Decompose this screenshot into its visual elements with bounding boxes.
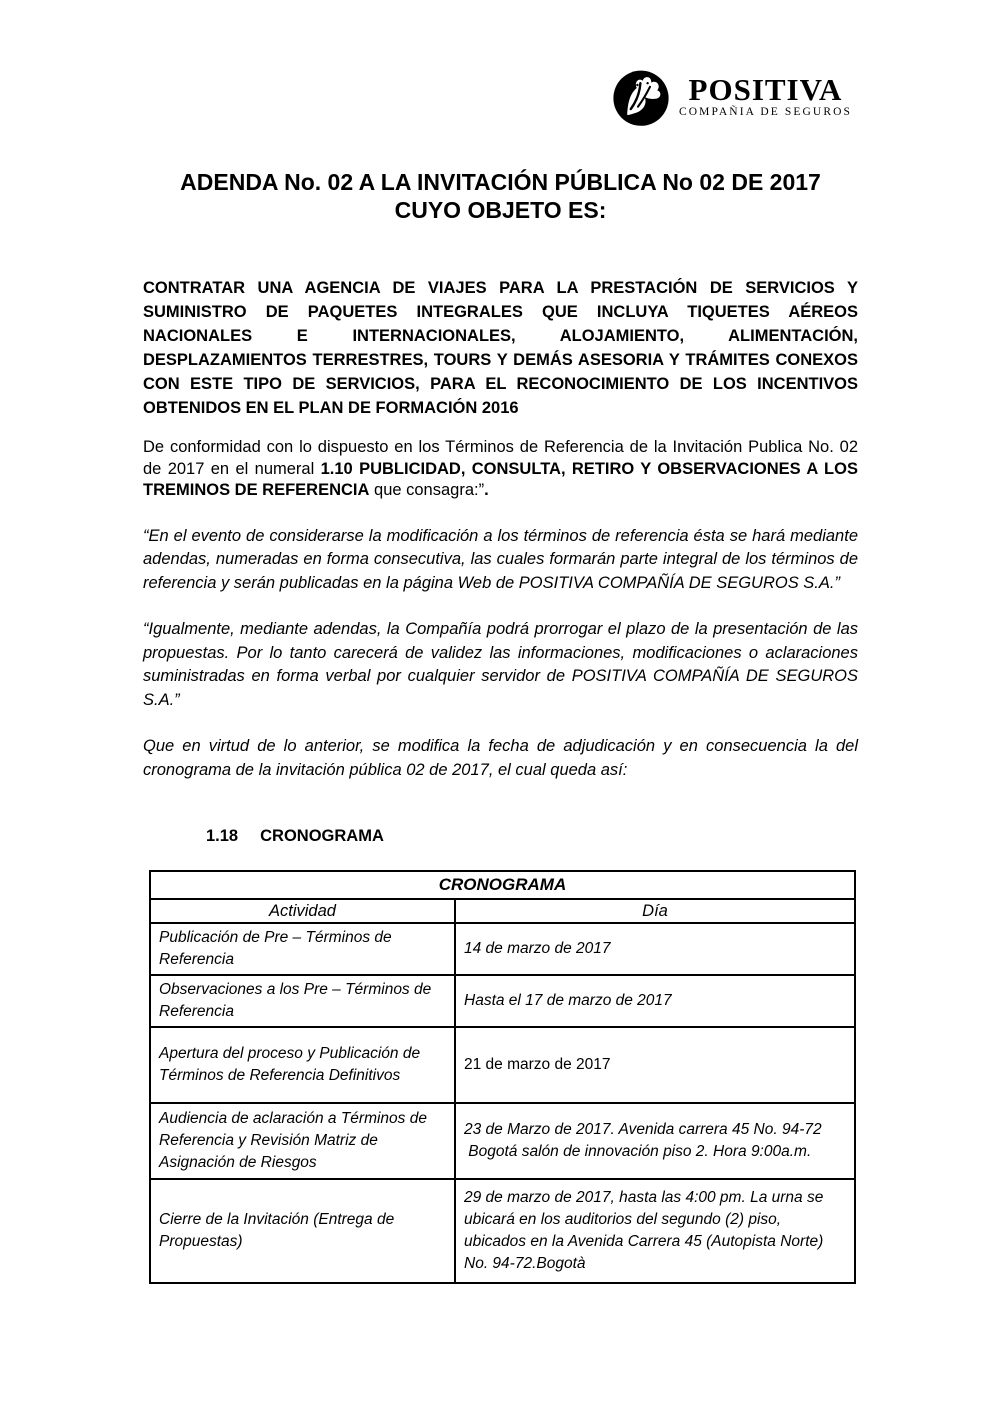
conformity-tail: que consagra:” bbox=[369, 481, 485, 499]
cell-dia: 29 de marzo de 2017, hasta las 4:00 pm. La urna se ubicará en los auditorios del segundo (2) piso, ubicados en la Avenida Carrera 45 (Autopista Norte) No. 94-72.Bogotà bbox=[455, 1179, 855, 1283]
object-clause-paragraph: CONTRATAR UNA AGENCIA DE VIAJES PARA LA PRESTACIÓN DE SERVICIOS Y SUMINISTRO DE PAQUETES INTEGRALES QUE INCLUYA TIQUETES AÉREOS NACIONALES E INTERNACIONALES, ALOJAMIENTO, ALIMENTACIÓN, DESPLAZAMIENTOS TERRESTRES, TOURS Y DEMÁS ASESORIA Y TRÁMITES CONEXOS CON ESTE TIPO DE SERVICIOS, PARA EL RECONOCIMIENTO DE LOS INCENTIVOS OBTENIDOS EN EL PLAN DE FORMACIÓN 2016 bbox=[143, 279, 858, 417]
logo-text bbox=[678, 72, 852, 119]
section-label: CRONOGRAMA bbox=[260, 827, 384, 845]
quote-prorroga-paragraph: “Igualmente, mediante adendas, la Compañía podrá prorrogar el plazo de la presentación de las propuestas. Por lo tanto carecerá de validez las informaciones, modificaciones o aclaraciones suministradas en forma verbal por cualquier servidor de POSITIVA COMPAÑÍA DE SEGUROS S.A.” bbox=[143, 620, 858, 709]
cell-actividad: Publicación de Pre – Términos de Referencia bbox=[150, 923, 455, 975]
column-header-actividad: Actividad bbox=[150, 899, 455, 923]
modification-paragraph: Que en virtud de lo anterior, se modifica la fecha de adjudicación y en consecuencia la del cronograma de la invitación pública 02 de 2017, el cual queda así: bbox=[143, 737, 858, 779]
table-row bbox=[150, 1179, 855, 1283]
table-row bbox=[150, 975, 855, 1027]
cell-dia: Hasta el 17 de marzo de 2017 bbox=[455, 975, 855, 1027]
cell-dia: 14 de marzo de 2017 bbox=[455, 923, 855, 975]
table-row bbox=[150, 923, 855, 975]
table-row bbox=[150, 1027, 855, 1103]
page-title-line2: CUYO OBJETO ES: bbox=[394, 197, 607, 223]
cell-actividad: Audiencia de aclaración a Términos de Referencia y Revisión Matriz de Asignación de Riesgos bbox=[150, 1103, 455, 1179]
positiva-logo bbox=[611, 66, 852, 128]
section-number: 1.18 bbox=[206, 827, 239, 845]
cell-actividad: Apertura del proceso y Publicación de Términos de Referencia Definitivos bbox=[150, 1027, 455, 1103]
table-header-row bbox=[150, 899, 855, 923]
cell-dia: 23 de Marzo de 2017. Avenida carrera 45 No. 94-72 Bogotá salón de innovación piso 2. Hora 9:00a.m. bbox=[455, 1103, 855, 1179]
table-title-row bbox=[150, 871, 855, 899]
table-title: CRONOGRAMA bbox=[150, 871, 855, 899]
conformity-tail-period: . bbox=[484, 481, 489, 499]
column-header-dia: Día bbox=[455, 899, 855, 923]
cronograma-table bbox=[149, 870, 856, 1284]
cell-actividad: Cierre de la Invitación (Entrega de Propuestas) bbox=[150, 1179, 455, 1283]
page-title-line1: ADENDA No. 02 A LA INVITACIÓN PÚBLICA No 02 DE 2017 bbox=[180, 169, 821, 195]
table-row bbox=[150, 1103, 855, 1179]
cell-dia: 21 de marzo de 2017 bbox=[455, 1027, 855, 1103]
brand-tagline: COMPAÑIA DE SEGUROS bbox=[678, 106, 852, 118]
doves-circle-icon bbox=[611, 66, 671, 128]
brand-name: POSITIVA bbox=[688, 72, 843, 107]
conformity-paragraph bbox=[143, 437, 858, 502]
conformity-lead: De conformidad con lo dispuesto en los Términos de Referencia de la Invitación Publica No. 02 de 2017 en el numeral bbox=[143, 438, 858, 478]
conformity-numeral: 1.10 PUBLICIDAD, CONSULTA, RETIRO Y OBSERVACIONES A LOS TREMINOS DE REFERENCIA bbox=[143, 459, 858, 499]
page-title bbox=[143, 168, 858, 224]
quote-adendas-paragraph: “En el evento de considerarse la modificación a los términos de referencia ésta se hará mediante adendas, numeradas en forma consecutiva, las cuales formarán parte integral de los términos de referencia y serán publicadas en la página Web de POSITIVA COMPAÑÍA DE SEGUROS S.A.” bbox=[143, 526, 858, 592]
cell-actividad: Observaciones a los Pre – Términos de Referencia bbox=[150, 975, 455, 1027]
section-heading-cronograma bbox=[143, 826, 858, 846]
